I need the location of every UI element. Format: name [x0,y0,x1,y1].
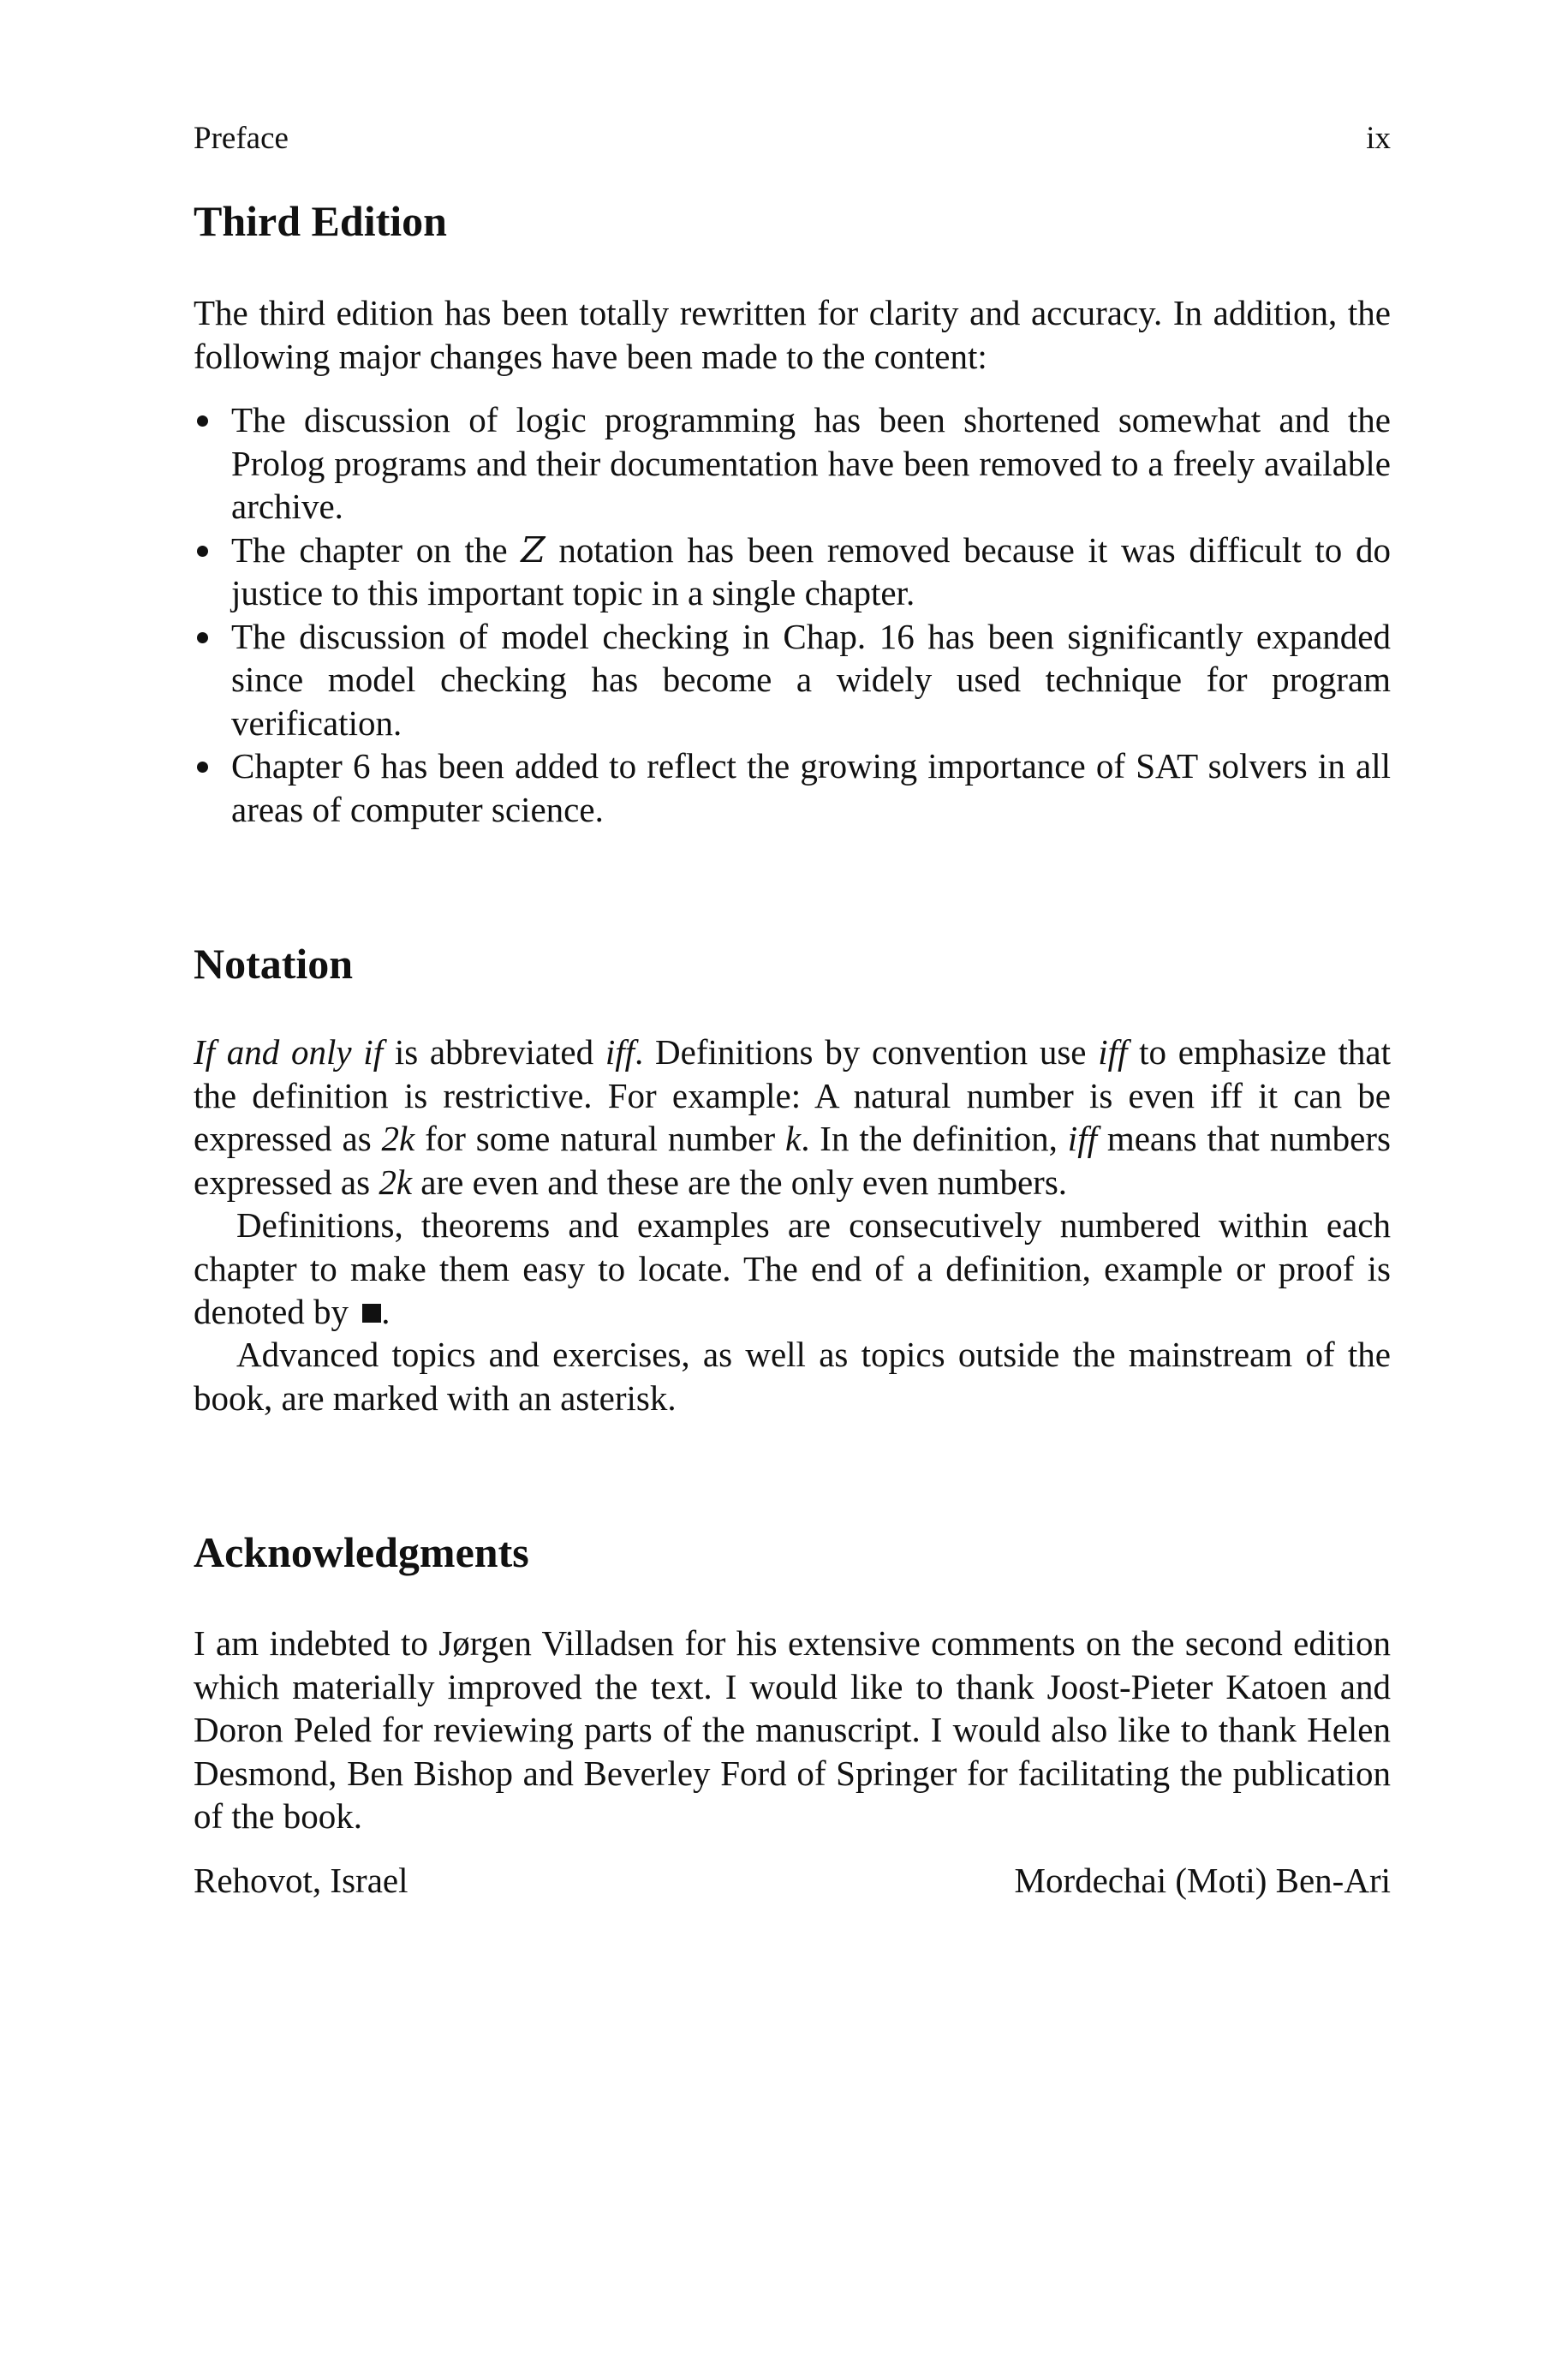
signature-place: Rehovot, Israel [194,1861,408,1900]
list-item: The discussion of logic programming has been shortened somewhat and the Prolog programs and their documentation have been removed to a freely available archive. [194,398,1391,529]
page-number: ix [1366,121,1391,156]
notation-paragraph-1: If and only if is abbreviated iff. Definitions by convention use iff to emphasize that the definition is restrictive. For example: A natural number is even iff it can be expressed as 2k for some natural number k. In the definition, iff means that numbers expressed as 2k are even and these are the only even numbers. [194,1032,1391,1202]
bullet-icon [197,632,208,643]
bullet-icon [197,546,208,557]
z-notation-symbol: Z [521,529,546,571]
notation-paragraph-2: Definitions, theorems and examples are consecutively numbered within each chapter to make them easy to locate. The end of a definition, example or proof is denoted by . [194,1205,1391,1331]
acknowledgments-text: I am indebted to Jørgen Villadsen for his extensive comments on the second edition which materially improved the text. I would like to thank Joost-Pieter Katoen and Doron Peled for reviewing parts of the manuscript. I would also like to thank Helen Desmond, Ben Bishop and Beverley Ford of Springer for facilitating the publication of the book. [194,1623,1391,1836]
signature-author: Mordechai (Moti) Ben-Ari [1014,1861,1391,1900]
running-head-section: Preface [194,121,289,156]
third-edition-intro: The third edition has been totally rewritten for clarity and accuracy. In addition, the following major changes have been made to the content: [194,293,1391,376]
list-item: The chapter on the Z notation has been removed because it was difficult to do justice to this important topic in a single chapter. [194,529,1391,615]
heading-notation: Notation [194,940,354,988]
running-head [194,120,1391,158]
list-item: Chapter 6 has been added to reflect the growing importance of SAT solvers in all areas of computer science. [194,744,1391,831]
changes-list [194,398,1391,831]
bullet-icon [197,415,208,427]
heading-acknowledgments: Acknowledgments [194,1528,529,1576]
end-of-proof-icon [362,1304,381,1323]
heading-third-edition: Third Edition [194,197,447,245]
signature-line [194,1859,1391,1903]
notation-paragraph-3: Advanced topics and exercises, as well as topics outside the mainstream of the book, are marked with an asterisk. [194,1335,1391,1418]
list-item: The discussion of model checking in Chap. 16 has been significantly expanded since model checking has become a widely used technique for program verification. [194,615,1391,745]
bullet-icon [197,762,208,773]
